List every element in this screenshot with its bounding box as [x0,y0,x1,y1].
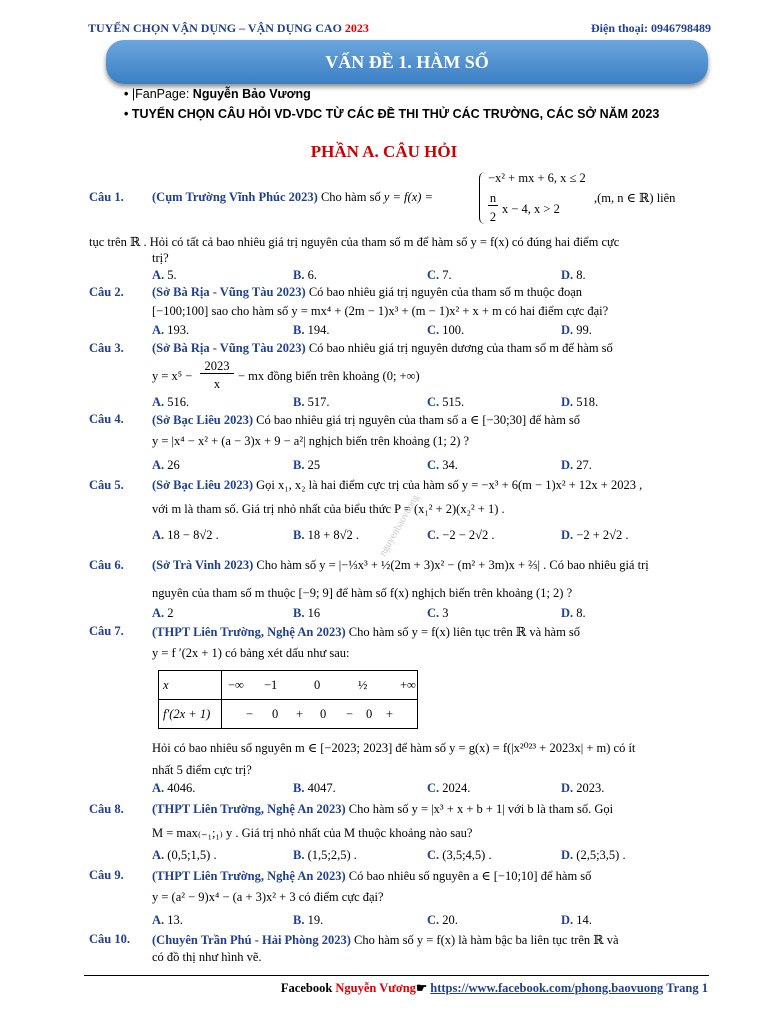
answer-a[interactable]: A. 18 − 8√2 . [152,528,219,542]
answer-c[interactable]: C. 7. [427,268,452,282]
answer-c[interactable]: C. −2 − 2√2 . [427,528,495,542]
question-number: Câu 2. [89,285,124,299]
answer-d[interactable]: D. 8. [561,268,586,282]
question-number: Câu 9. [89,868,124,882]
question-text: với m là tham số. Giá trị nhỏ nhất của biểu thức P = (x₁² + 2)(x₂² + 1) . [152,502,505,516]
question-text: (THPT Liên Trường, Nghệ An 2023) Cho hàm số y = |x³ + x + b + 1| với b là tham số. Gọi [152,802,614,816]
answer-d[interactable]: D. 2023. [561,781,605,795]
answer-d[interactable]: D. 518. [561,395,599,409]
answer-c[interactable]: C. 3 [427,606,449,620]
table-cell: −∞ −1 0 ½ +∞ [222,671,418,700]
question-number: Câu 5. [89,478,124,492]
header-title: TUYỂN CHỌN VẬN DỤNG – VẬN DỤNG CAO 2023 [88,21,369,35]
bullet-collection: • TUYỂN CHỌN CÂU HỎI VD-VDC TỪ CÁC ĐỀ THI THỬ CÁC TRƯỜNG, CÁC SỞ NĂM 2023 [124,107,660,121]
question-text: (Sở Bạc Liêu 2023) Gọi x₁, x₂ là hai điểm cực trị của hàm số y = −x³ + 6(m − 1)x² + 12x + 2023 , [152,478,643,492]
question-formula: − mx đồng biến trên khoảng (0; +∞) [238,369,420,383]
piecewise-brace [479,172,486,224]
pointing-hand-icon: ☛ [415,981,431,995]
question-text: (Sở Bà Rịa - Vũng Tàu 2023) Có bao nhiêu giá trị nguyên dương của tham số m để hàm số [152,341,613,355]
answer-b[interactable]: B. 4047. [293,781,336,795]
question-condition: ,(m, n ∈ ℝ) liên [594,191,676,205]
question-number: Câu 1. [89,190,124,204]
question-text: M = max₍₋₁;₁₎ y . Giá trị nhỏ nhất của M thuộc khoảng nào sau? [152,826,473,840]
fraction-numerator: n [489,191,497,205]
table-cell: f′(2x + 1) [159,700,222,729]
answer-d[interactable]: D. (2,5;3,5) . [561,848,626,862]
answer-a[interactable]: A. 26 [152,458,180,472]
answer-d[interactable]: D. 27. [561,458,592,472]
question-text: y = |x⁴ − x² + (a − 3)x + 9 − a²| nghịch biến trên khoảng (1; 2) ? [152,434,470,448]
question-number: Câu 10. [89,932,130,946]
question-number: Câu 6. [89,558,124,572]
question-text: (THPT Liên Trường, Nghệ An 2023) Cho hàm số y = f(x) liên tục trên ℝ và hàm số [152,625,581,639]
question-number: Câu 3. [89,341,124,355]
question-text: (Sở Trà Vinh 2023) Cho hàm số y = |−⅓x³ + ½(2m + 3)x² − (m² + 3m)x + ⅔| . Có bao nhiêu giá trị [152,558,649,572]
answer-d[interactable]: D. −2 + 2√2 . [561,528,629,542]
answer-a[interactable]: A. 516. [152,395,190,409]
question-text: y = f ′(2x + 1) có bảng xét dấu như sau: [152,646,350,660]
question-number: Câu 8. [89,802,124,816]
question-text: trị? [152,251,169,265]
section-banner: VẤN ĐỀ 1. HÀM SỐ [106,40,708,84]
page-number: Trang 1 [663,981,708,995]
question-text: tục trên ℝ . Hỏi có tất cả bao nhiêu giá trị nguyên của tham số m để hàm số y = f(x) có đúng hai điểm cực [89,235,620,249]
footer-divider [84,975,709,976]
table-row [159,671,418,700]
question-text: nguyên của tham số m thuộc [−9; 9] để hàm số f(x) nghịch biến trên khoảng (1; 2) ? [152,586,573,600]
answer-c[interactable]: C. 2024. [427,781,471,795]
answer-a[interactable]: A. 13. [152,913,183,927]
question-text: (Sở Bà Rịa - Vũng Tàu 2023) Có bao nhiêu giá trị nguyên của tham số m thuộc đoạn [152,285,583,299]
answer-a[interactable]: A. 2 [152,606,174,620]
question-text: có đồ thị như hình vẽ. [152,950,262,964]
answer-b[interactable]: B. 517. [293,395,330,409]
fraction-numerator: 2023 [200,359,234,374]
page-footer: Facebook Nguyễn Vương☛ https://www.facebook.com/phong.baovuong Trang 1 [280,981,708,995]
piecewise-case-2: x − 4, x > 2 [502,202,560,216]
question-text: Hỏi có bao nhiêu số nguyên m ∈ [−2023; 2023] để hàm số y = g(x) = f(|x²⁰²³ + 2023x| + m) có ít [152,741,636,755]
answer-c[interactable]: C. 515. [427,395,465,409]
answer-c[interactable]: C. 34. [427,458,458,472]
answer-b[interactable]: B. (1,5;2,5) . [293,848,357,862]
answer-b[interactable]: B. 19. [293,913,324,927]
sign-table [158,670,418,729]
watermark-icon: nguyenbaovuong [377,492,422,559]
answer-b[interactable]: B. 16 [293,606,321,620]
bullet-fanpage: • |FanPage: Nguyễn Bảo Vương [124,87,311,101]
question-text: (Cụm Trường Vĩnh Phúc 2023) Cho hàm số y = f(x) = [152,190,433,204]
answer-d[interactable]: D. 8. [561,606,586,620]
table-cell: − 0 + 0 − 0 + [222,700,418,729]
answer-a[interactable]: A. (0,5;1,5) . [152,848,217,862]
question-text: (Chuyên Trần Phú - Hải Phòng 2023) Cho hàm số y = f(x) là hàm bậc ba liên tục trên ℝ và [152,933,619,947]
answer-a[interactable]: A. 193. [152,323,190,337]
answer-d[interactable]: D. 14. [561,913,592,927]
answer-b[interactable]: B. 25 [293,458,321,472]
answer-a[interactable]: A. 5. [152,268,177,282]
answer-b[interactable]: B. 194. [293,323,330,337]
facebook-link[interactable]: https://www.facebook.com/phong.baovuong [430,981,664,995]
answer-a[interactable]: A. 4046. [152,781,196,795]
question-text: y = (a² − 9)x⁴ − (a + 3)x² + 3 có điểm cực đại? [152,890,384,904]
page-header [88,21,711,36]
question-number: Câu 7. [89,624,124,638]
answer-b[interactable]: B. 6. [293,268,317,282]
part-title: PHẦN A. CÂU HỎI [310,142,458,161]
question-text: (Sở Bạc Liêu 2023) Có bao nhiêu giá trị nguyên của tham số a ∈ [−30;30] để hàm số [152,413,581,427]
answer-c[interactable]: C. 20. [427,913,458,927]
question-number: Câu 4. [89,412,124,426]
question-text: [−100;100] sao cho hàm số y = mx⁴ + (2m − 1)x³ + (m − 1)x² + x + m có hai điểm cực đại? [152,304,609,318]
question-formula: y = x⁵ − [152,369,193,383]
answer-c[interactable]: C. (3,5;4,5) . [427,848,492,862]
question-text: nhất 5 điểm cực trị? [152,763,252,777]
answer-c[interactable]: C. 100. [427,323,465,337]
answer-d[interactable]: D. 99. [561,323,592,337]
answer-b[interactable]: B. 18 + 8√2 . [293,528,360,542]
question-text: (THPT Liên Trường, Nghệ An 2023) Có bao nhiêu số nguyên a ∈ [−10;10] để hàm số [152,869,592,883]
header-phone: Điện thoại: 0946798489 [591,21,711,35]
fraction-denominator: x [213,377,221,391]
table-cell: x [159,671,222,700]
fraction-denominator: 2 [489,210,497,224]
table-row [159,700,418,729]
piecewise-case-1: −x² + mx + 6, x ≤ 2 [488,171,586,185]
